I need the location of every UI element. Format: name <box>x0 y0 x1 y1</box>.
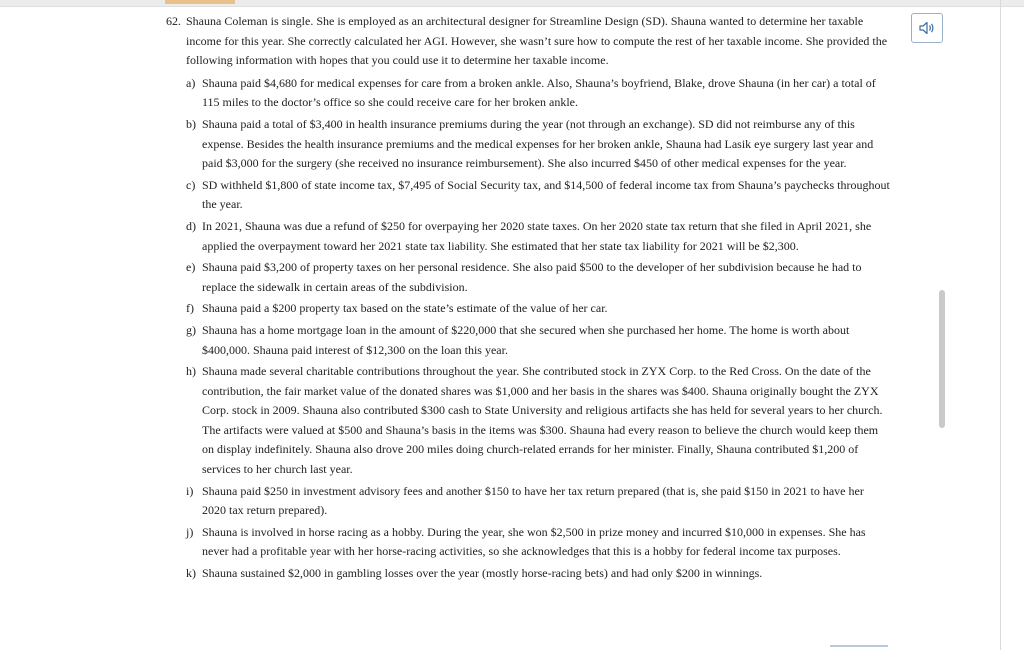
item-text: In 2021, Shauna was due a refund of $250 for overpaying her 2020 state taxes. On her 2020 state tax return that she filed in April 2021, she applied the overpayment toward her 2021 state tax liability. She estimated that her state tax liability for 2021 will be $2,300. <box>202 218 872 253</box>
question-intro-text: Shauna Coleman is single. She is employed as an architectural designer for Streamline Design (SD). Shauna wanted to determine her taxable income for this year. She correctly calculated her AGI. However, she wasn’t sure how to compute the rest of her taxable income. She provided the following information with hopes that you could use it to determine her taxable income. <box>186 14 888 68</box>
list-item <box>166 523 890 562</box>
item-text: Shauna paid $4,680 for medical expenses for care from a broken ankle. Also, Shauna’s boyfriend, Blake, drove Shauna (in her car) a total of 115 miles to the doctor’s office so she could receive care for her broken ankle. <box>202 75 876 110</box>
speaker-icon <box>919 21 935 35</box>
scrollbar-thumb[interactable] <box>939 290 945 428</box>
panel-divider <box>1000 0 1001 650</box>
scrollbar[interactable] <box>938 290 946 435</box>
question-number: 62. <box>166 14 181 28</box>
item-label: e) <box>186 260 196 275</box>
list-item <box>166 564 890 584</box>
item-text: Shauna paid $250 in investment advisory fees and another $150 to have her tax return prepared (that is, she paid $150 in 2021 to have her 2020 tax return prepared). <box>202 483 864 518</box>
list-item <box>166 482 890 521</box>
question-body <box>166 12 890 586</box>
item-label: a) <box>186 75 196 90</box>
footer-divider <box>830 645 888 647</box>
item-label: b) <box>186 116 196 131</box>
item-text: SD withheld $1,800 of state income tax, $7,495 of Social Security tax, and $14,500 of federal income tax from Shauna’s paychecks throughout the year. <box>202 177 890 212</box>
list-item <box>166 115 890 174</box>
item-text: Shauna paid $3,200 of property taxes on her personal residence. She also paid $500 to the developer of her subdivision because he had to replace the sidewalk in certain areas of the subdivision. <box>202 260 862 294</box>
list-item <box>166 321 890 360</box>
list-item <box>166 217 890 256</box>
item-label: i) <box>186 483 194 498</box>
top-accent-mark <box>165 0 235 4</box>
item-label: j) <box>186 524 194 539</box>
list-item <box>166 362 890 480</box>
item-label: c) <box>186 177 196 192</box>
item-text: Shauna paid a total of $3,400 in health insurance premiums during the year (not through an exchange). SD did not reimburse any of this expense. Besides the health insurance premiums and the medical expenses for her broken ankle, Shauna had Lasik eye surgery last year and paid $3,000 for the surgery (she received no insurance reimbursement). She also incurred $450 of other medical expenses for the year. <box>202 116 874 171</box>
item-text: Shauna paid a $200 property tax based on the state’s estimate of the value of her car. <box>202 301 608 316</box>
item-label: k) <box>186 566 196 581</box>
item-label: d) <box>186 218 196 233</box>
list-item <box>166 258 890 297</box>
list-item <box>166 74 890 113</box>
item-label: h) <box>186 364 196 379</box>
item-text: Shauna made several charitable contributions throughout the year. She contributed stock in ZYX Corp. to the Red Cross. On the date of the contribution, the fair market value of the donated shares was $1,000 and her basis in the shares was $400. Shauna originally bought the ZYX Corp. stock in 2009. Shauna also contributed $300 cash to State University and religious artifacts she has held for several years to her church. The artifacts were valued at $500 and Shauna’s basis in the items was $300. Shauna had every reason to believe the church would keep them on display indefinitely. Shauna also drove 200 miles doing church-related errands for her minister. Finally, Shauna contributed $1,200 of services to her church last year. <box>202 364 883 477</box>
item-text: Shauna is involved in horse racing as a hobby. During the year, she won $2,500 in prize money and incurred $10,000 in expenses. She has never had a profitable year with her horse-racing activities, so she acknowledges that this is a hobby for federal income tax purposes. <box>202 524 866 559</box>
list-item <box>166 299 890 319</box>
item-label: f) <box>186 301 194 316</box>
audio-button[interactable] <box>911 13 943 43</box>
item-label: g) <box>186 322 196 337</box>
question-intro <box>166 12 890 71</box>
item-text: Shauna has a home mortgage loan in the amount of $220,000 that she secured when she purchased her home. The home is worth about $400,000. Shauna paid interest of $12,300 on the loan this year. <box>202 322 850 357</box>
top-toolbar-edge <box>0 0 1024 7</box>
item-text: Shauna sustained $2,000 in gambling losses over the year (mostly horse-racing bets) and had only $200 in winnings. <box>202 566 763 581</box>
list-item <box>166 176 890 215</box>
